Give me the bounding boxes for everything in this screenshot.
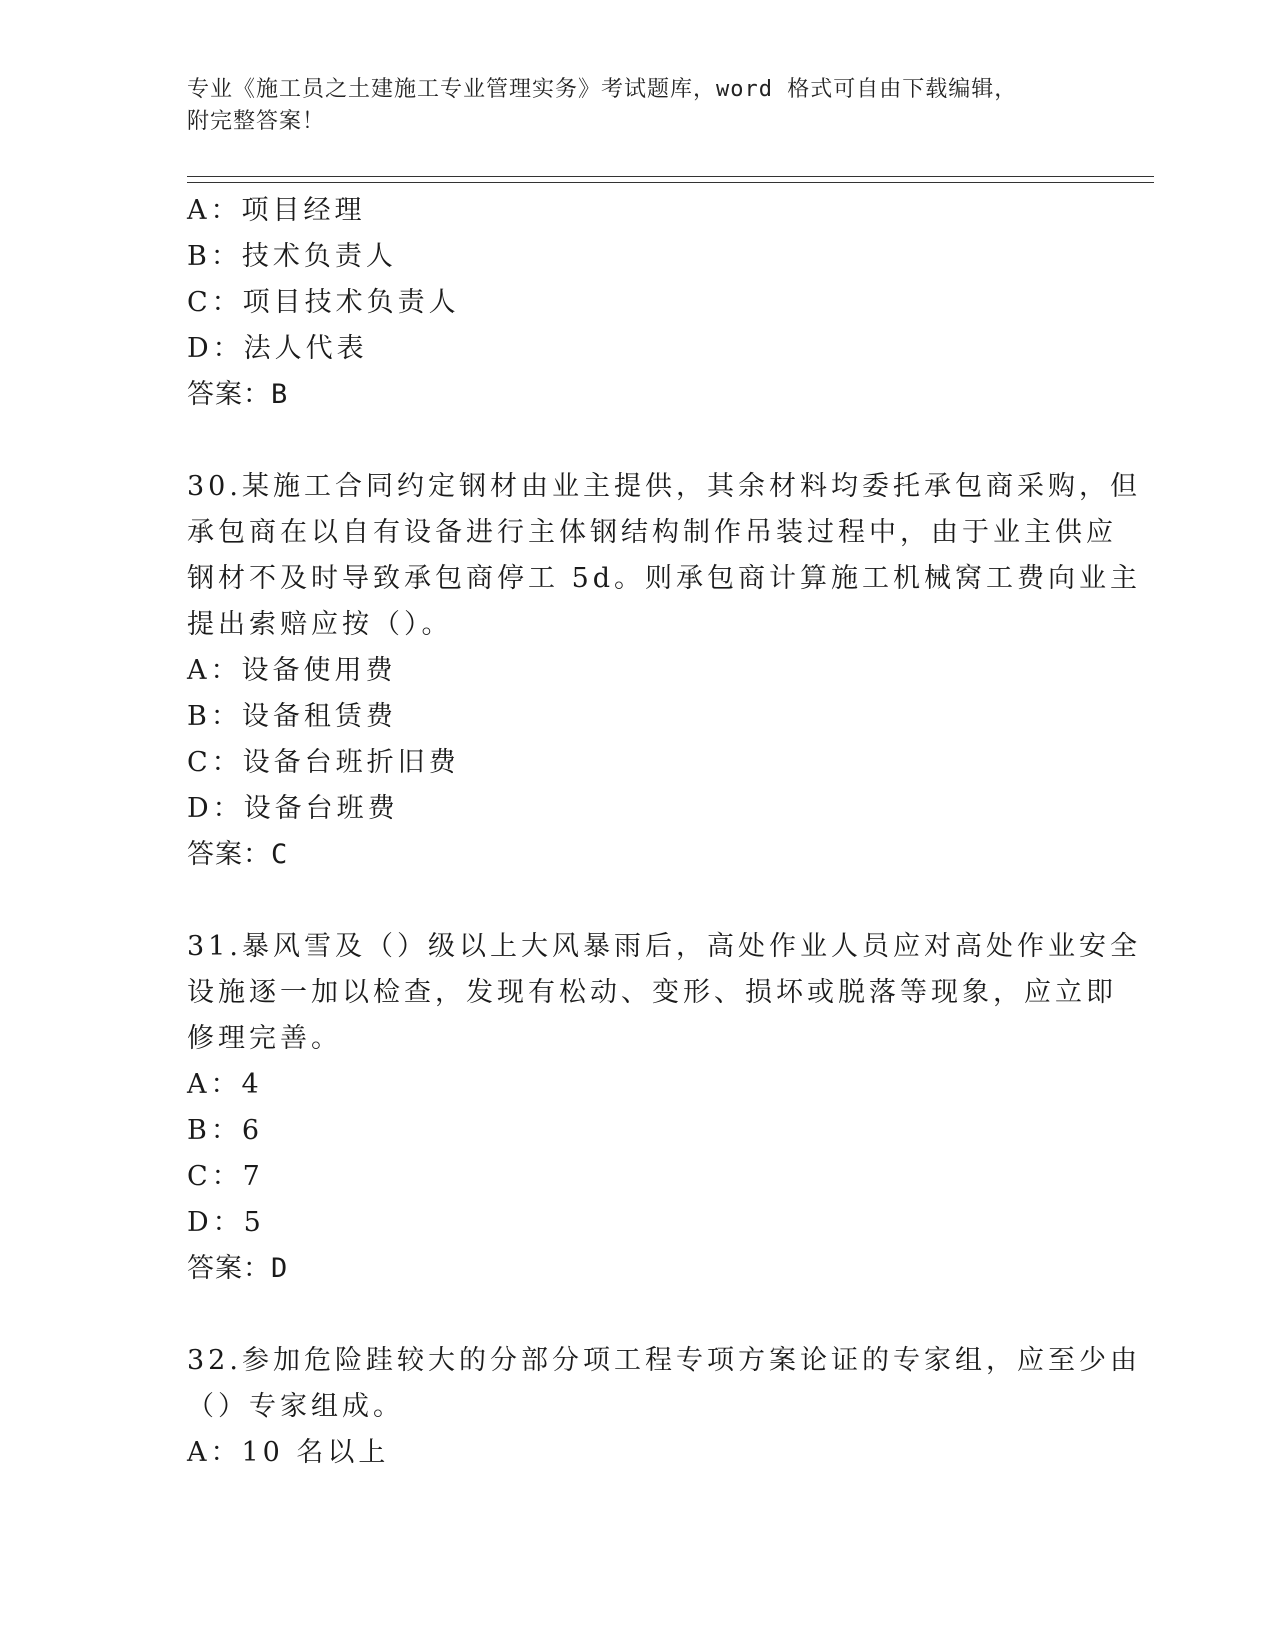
option-c: C：7 — [187, 1161, 264, 1192]
question-text-line: 提出索赔应按（）。 — [187, 609, 453, 640]
header-divider-bottom — [187, 182, 1154, 183]
option-b: B：6 — [187, 1115, 264, 1146]
question-text-line: 30.某施工合同约定钢材由业主提供，其余材料均委托承包商采购，但 — [187, 471, 1141, 502]
question-text-line: 承包商在以自有设备进行主体钢结构制作吊装过程中，由于业主供应 — [187, 517, 1117, 548]
question-text-line: 修理完善。 — [187, 1023, 342, 1054]
spacer — [187, 878, 1087, 924]
option-b: B：技术负责人 — [187, 241, 397, 272]
option-b: B：设备租赁费 — [187, 701, 397, 732]
header-line-1: 专业《施工员之土建施工专业管理实务》考试题库，word 格式可自由下载编辑， — [187, 77, 1018, 102]
option-a: A：10 名以上 — [187, 1437, 390, 1468]
option-d: D：法人代表 — [187, 333, 368, 364]
spacer — [187, 418, 1087, 464]
header-line-2: 附完整答案！ — [187, 109, 326, 134]
question-block-30 — [187, 464, 1142, 878]
question-text-line: 钢材不及时导致承包商停工 5d。则承包商计算施工机械窝工费向业主 — [187, 563, 1142, 594]
option-a: A：设备使用费 — [187, 655, 397, 686]
question-list — [187, 188, 1142, 1476]
option-a: A：项目经理 — [187, 195, 366, 226]
answer-line: 答案：B — [187, 379, 289, 410]
option-c: C：设备台班折旧费 — [187, 747, 460, 778]
option-a: A：4 — [187, 1069, 263, 1100]
question-block-31 — [187, 924, 1141, 1292]
option-d: D：设备台班费 — [187, 793, 399, 824]
header-divider-top — [187, 176, 1154, 177]
option-c: C：项目技术负责人 — [187, 287, 460, 318]
question-text-line: 设施逐一加以检查，发现有松动、变形、损坏或脱落等现象，应立即 — [187, 977, 1117, 1008]
document-header — [187, 74, 1087, 138]
question-text-line: 31.暴风雪及（）级以上大风暴雨后，高处作业人员应对高处作业安全 — [187, 931, 1141, 962]
answer-line: 答案：D — [187, 1253, 289, 1284]
answer-line: 答案：C — [187, 839, 289, 870]
option-d: D：5 — [187, 1207, 265, 1238]
question-text-line: 32.参加危险跬较大的分部分项工程专项方案论证的专家组，应至少由 — [187, 1345, 1141, 1376]
spacer — [187, 1292, 1087, 1338]
question-text-line: （）专家组成。 — [187, 1391, 404, 1422]
question-block-29 — [187, 188, 1087, 418]
question-block-32 — [187, 1338, 1141, 1476]
